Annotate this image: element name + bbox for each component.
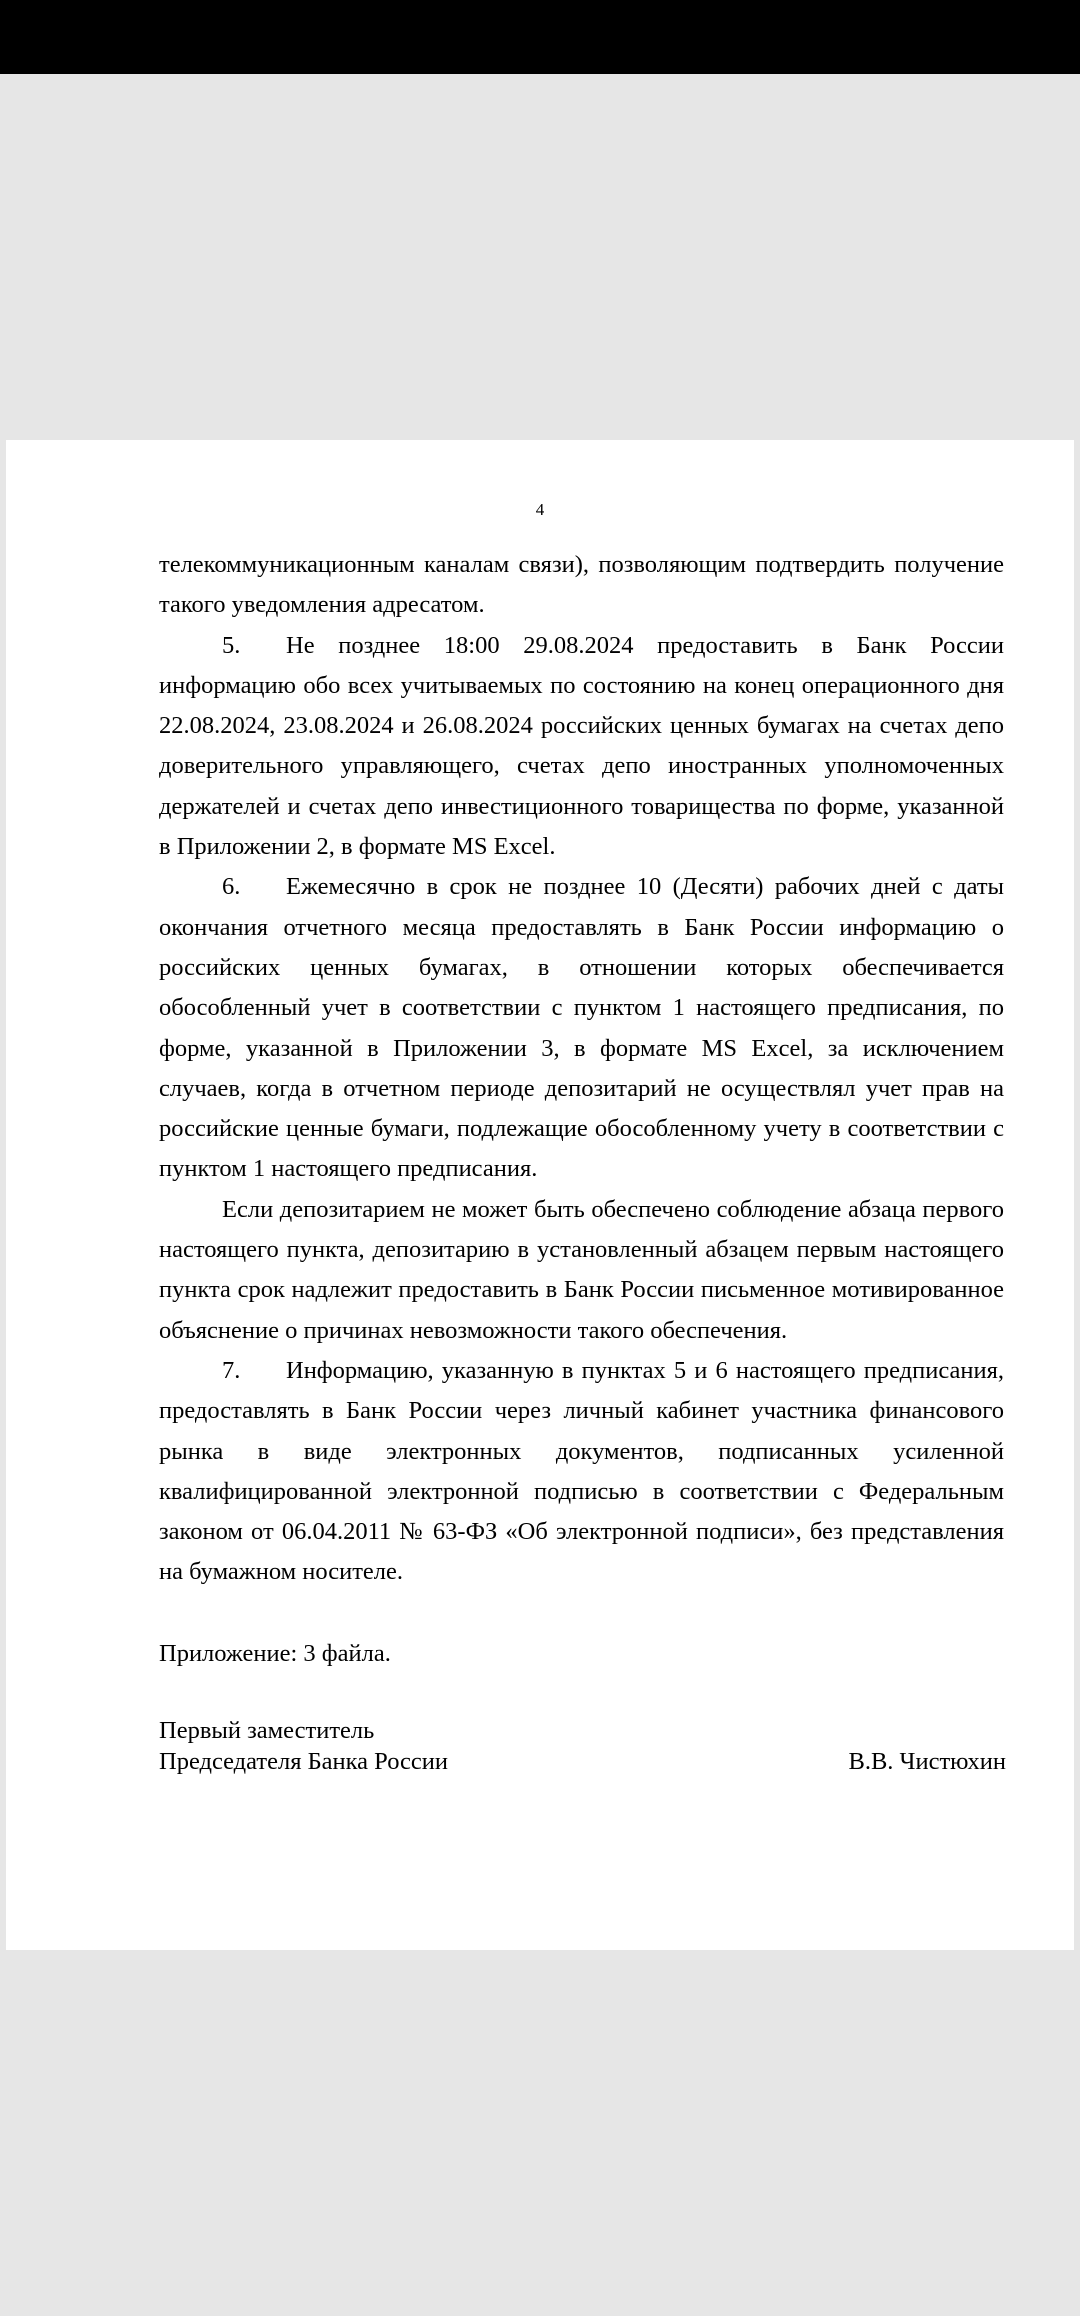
paragraph-item-5 [159, 626, 1004, 868]
paragraph-number: 6. [222, 873, 241, 901]
paragraph-text: Если депозитарием не может быть обеспечено соблюдение абзаца первого настоящего пункта, депозитарию в установленный абзацем первым настоящего пункта срок надлежит предоставить в Банк России письменное мотивированное объяснение о причинах невозможности такого обеспечения. [159, 1195, 1004, 1344]
paragraph-text: Не позднее 18:00 29.08.2024 предоставить в Банк России информацию обо всех учитываемых по состоянию на конец операционного дня 22.08.2024, 23.08.2024 и 26.08.2024 российских ценных бумагах на счетах депо доверительного управляющего, счетах депо иностранных уполномоченных держателей и счетах депо инвестиционного товарищества по форме, указанной в Приложении 2, в формате MS Excel. [159, 631, 1004, 861]
signer-title-line1: Первый заместитель [159, 1717, 375, 1745]
paragraph-text: Ежемесячно в срок не позднее 10 (Десяти) рабочих дней с даты окончания отчетного месяца предоставлять в Банк России информацию о российских ценных бумагах, в отношении которых обеспечивается обособленный учет в соответствии с пунктом 1 настоящего предписания, по форме, указанной в Приложении 3, в формате MS Excel, за исключением случаев, когда в отчетном периоде депозитарий не осуществлял учет прав на российские ценные бумаги, подлежащие обособленному учету в соответствии с пунктом 1 настоящего предписания. [159, 873, 1004, 1183]
document-body [159, 545, 1004, 1777]
paragraph-text: телекоммуникационным каналам связи), позволяющим подтвердить получение такого уведомления адресатом. [159, 551, 1004, 619]
paragraph-text: Информацию, указанную в пунктах 5 и 6 настоящего предписания, предоставлять в Банк России через личный кабинет участника финансового рынка в виде электронных документов, подписанных усиленной квалифицированной электронной подписью в соответствии с Федеральным законом от 06.04.2011 № 63-ФЗ «Об электронной подписи», без представления на бумажном носителе. [159, 1356, 1004, 1586]
paragraph-item-6-second [159, 1190, 1004, 1351]
paragraph-continuation [159, 545, 1004, 626]
status-bar [0, 0, 1080, 74]
paragraph-number: 5. [222, 631, 241, 659]
attachment-note: Приложение: 3 файла. [159, 1639, 391, 1667]
paragraph-item-6 [159, 867, 1004, 1189]
paragraph-number: 7. [222, 1356, 241, 1384]
document-page [6, 440, 1074, 1950]
signer-name: В.В. Чистюхин [848, 1748, 1006, 1776]
signature-block [159, 1715, 1004, 1777]
paragraph-item-7 [159, 1351, 1004, 1593]
page-number: 4 [535, 500, 545, 519]
signer-title-line2: Председателя Банка России [159, 1748, 449, 1776]
